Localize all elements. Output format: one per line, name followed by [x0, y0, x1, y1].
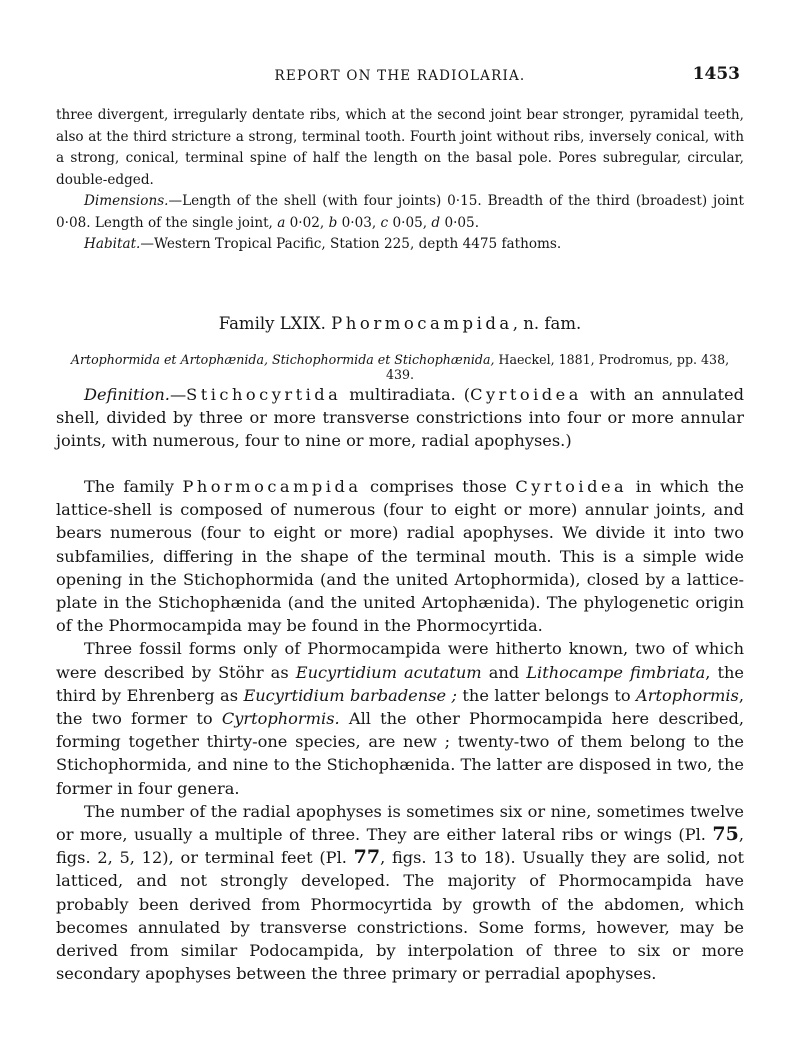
paragraph-1 [56, 475, 744, 637]
definition-label: Definition. [84, 385, 170, 404]
p3-text-3: , figs. 13 to 18). Usually they are solid, not latticed, and not strongly developed. The majority of Phormocampida have probably been derived from Phormocyrtida by growth of the abdomen, which becomes annulated by transverse constrictions. Some forms, however, may be derived from similar Podocampida, by interpolation of three to six or more secondary apophyses between the three primary or perradial apophyses. [56, 848, 745, 984]
family-heading [56, 314, 744, 333]
dim-c-label: c [380, 214, 389, 231]
dim-b-label: b [328, 214, 338, 231]
dim-d-label: d [431, 214, 441, 231]
definition-dash: — [169, 385, 187, 404]
definition-text-2: with an annulated shell, divided by three or more transverse constrictions into four or more annular joints, with numerous, four to nine or more, radial apophyses.) [56, 385, 744, 451]
p2-text-6: All the other Phormocampida here described, forming together thirty-one species, are new ; twenty-two of them belong to the Stichophormida, and nine to the Stichophænida. The latter are disposed in two, the former in four genera. [56, 709, 744, 798]
page-number: 1453 [692, 64, 740, 84]
definition-text-1: multiradiata. ( [349, 385, 471, 404]
family-suffix: , n. fam. [512, 314, 582, 333]
p2-genus-2: Cyrtophormis. [221, 709, 340, 729]
synonyms: Artophormida et Artophænida, Stichophormida et Stichophænida, [70, 352, 495, 367]
family-name: Phormocampida [331, 314, 513, 333]
p3-text-2: , figs. 2, 5, 12), or terminal feet (Pl. [56, 825, 744, 868]
habitat-text: —Western Tropical Pacific, Station 225, depth 4475 fathoms. [140, 236, 562, 252]
p1-term-2: Cyrtoidea [515, 477, 628, 496]
p2-text-4: the latter belongs to [462, 685, 631, 705]
description-text: three divergent, irregularly dentate ribs, which at the second joint bear stronger, pyramidal teeth, also at the third stricture a strong, terminal tooth. Fourth joint without ribs, inversely conical, with a strong, conical, terminal spine of half the length on the basal pole. Pores subregular, circular, double-edged. [56, 107, 744, 188]
p2-species-1: Eucyrtidium acutatum [295, 662, 482, 682]
dim-b-value: 0·03, [341, 214, 377, 231]
running-header [56, 64, 744, 88]
dim-d-value: 0·05. [444, 214, 480, 231]
species-description [56, 105, 744, 256]
family-number: Family LXIX. [218, 314, 326, 333]
dim-a-label: a [277, 214, 286, 231]
definition-term-2: Cyrtoidea [470, 385, 582, 404]
p2-text-2: and [488, 662, 520, 682]
plate-ref-77: 77 [353, 846, 381, 869]
p3-text-1: The number of the radial apophyses is sometimes six or nine, sometimes twelve or more, usually a multiple of three. They are either lateral ribs or wings (Pl. [56, 801, 744, 845]
p1-text-1: The family [84, 477, 174, 496]
running-title: REPORT ON THE RADIOLARIA. [274, 68, 526, 84]
p2-species-2: Lithocampe fimbriata [526, 662, 706, 682]
body-text [56, 475, 744, 985]
dim-a-value: 0·02, [289, 214, 325, 231]
paragraph-3 [56, 800, 744, 986]
p1-text-2: comprises those [370, 477, 507, 496]
dim-c-value: 0·05, [392, 214, 428, 231]
habitat-label: Habitat. [84, 236, 141, 252]
synonymy-line [56, 352, 744, 382]
p1-term-1: Phormocampida [182, 477, 362, 496]
paragraph-2 [56, 637, 744, 799]
p2-text-1: Three fossil forms only of Phormocampida were hitherto known, two of which were described by Stöhr as [56, 639, 744, 682]
dimensions-label: Dimensions. [84, 193, 169, 209]
plate-ref-75: 75 [712, 823, 739, 846]
habitat-paragraph [56, 234, 744, 256]
p2-genus-1: Artophormis [636, 685, 739, 705]
synonyms-reference: Haeckel, 1881, Prodromus, pp. 438, 439. [385, 352, 730, 382]
definition-term-1: Stichocyrtida [186, 385, 342, 404]
definition-paragraph [56, 383, 744, 453]
p2-text-3: , the third by Ehrenberg as [56, 662, 745, 705]
dimensions-text: —Length of the shell (with four joints) 0·15. Breadth of the third (broadest) joint 0·08. Length of the single joint, [56, 193, 744, 231]
p2-species-3: Eucyrtidium barbadense ; [243, 685, 457, 705]
definition-text [56, 383, 744, 453]
dimensions-paragraph [56, 191, 744, 234]
p1-text-3: in which the lattice-shell is composed of numerous (four to eight or more) annular joints, and bears numerous (four to eight or more) radial apophyses. We divide it into two subfamilies, differing in the shape of the terminal mouth. This is a simple wide opening in the Stichophormida (and the united Artophormida), closed by a lattice-plate in the Stichophænida (and the united Artophænida). The phylogenetic origin of the Phormocampida may be found in the Phormocyrtida. [56, 477, 744, 636]
p2-text-5: , the two former to [56, 685, 744, 729]
